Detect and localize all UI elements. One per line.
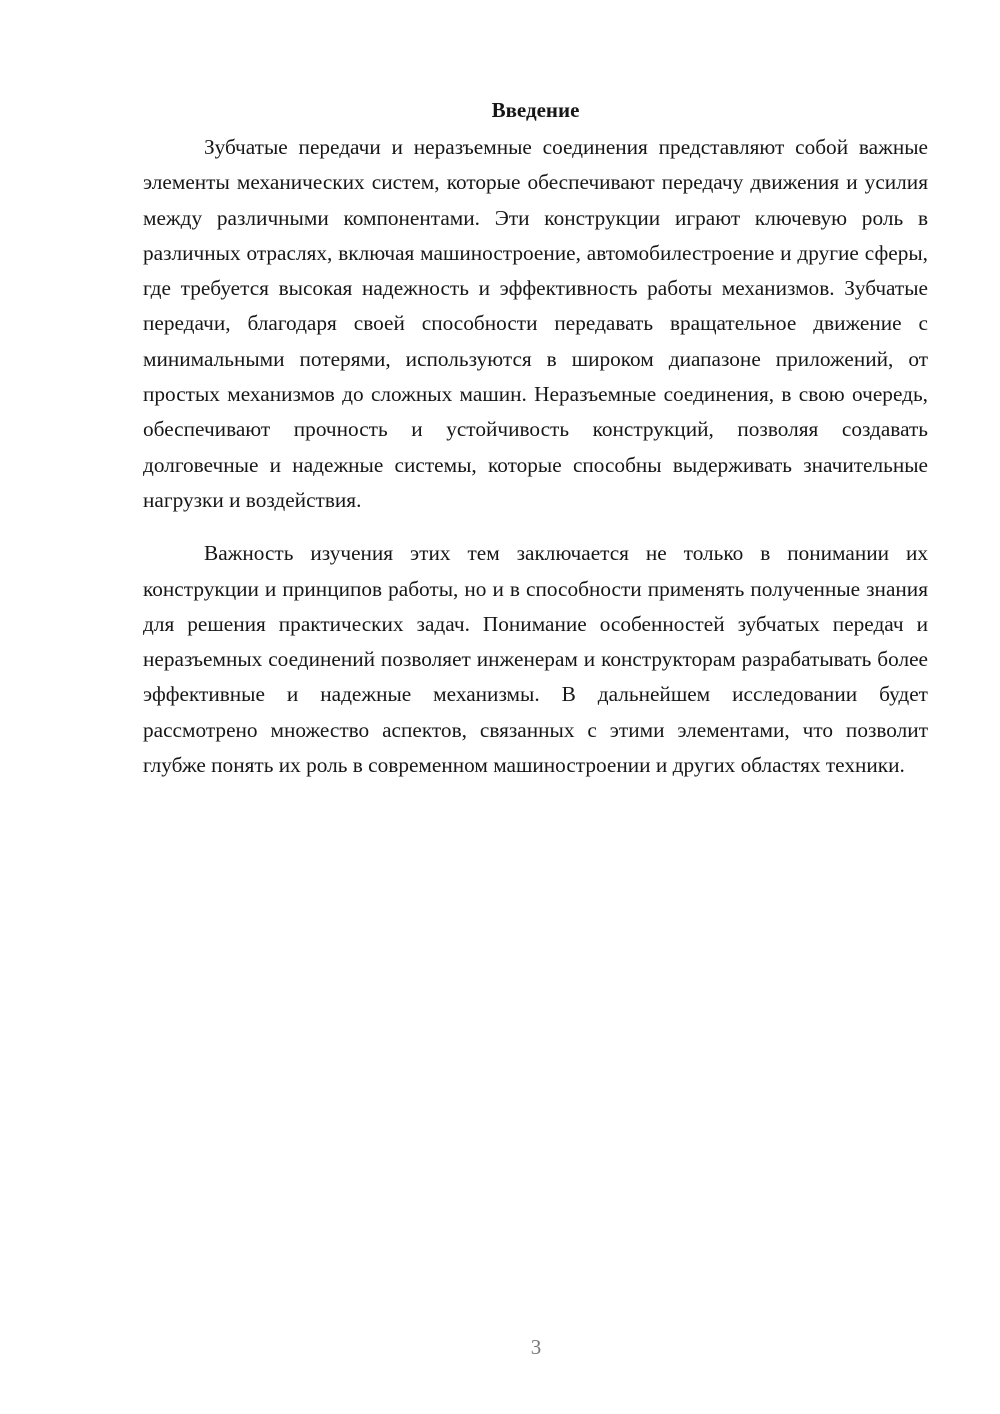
paragraph-1: Зубчатые передачи и неразъемные соединения представляют собой важные элементы механических систем, которые обеспечивают передачу движения и усилия между различными компонентами. Эти конструкции играют ключевую роль в различных отраслях, включая машиностроение, автомобилестроение и другие сферы, где требуется высокая надежность и эффективность работы механизмов. Зубчатые передачи, благодаря своей способности передавать вращательное движение с минимальными потерями, используются в широком диапазоне приложений, от простых механизмов до сложных машин. Неразъемные соединения, в свою очередь, обеспечивают прочность и устойчивость конструкций, позволяя создавать долговечные и надежные системы, которые способны выдерживать значительные нагрузки и воздействия. xyxy=(143,135,928,512)
paragraph-2: Важность изучения этих тем заключается не только в понимании их конструкции и принципов работы, но и в способности применять полученные знания для решения практических задач. Понимание особенностей зубчатых передач и неразъемных соединений позволяет инженерам и конструкторам разрабатывать более эффективные и надежные механизмы. В дальнейшем исследовании будет рассмотрено множество аспектов, связанных с этими элементами, что позволит глубже понять их роль в современном машиностроении и других областях техники. xyxy=(143,541,928,778)
section-heading: Введение xyxy=(491,98,580,122)
page-content xyxy=(143,95,928,783)
page-number: 3 xyxy=(530,1335,542,1359)
